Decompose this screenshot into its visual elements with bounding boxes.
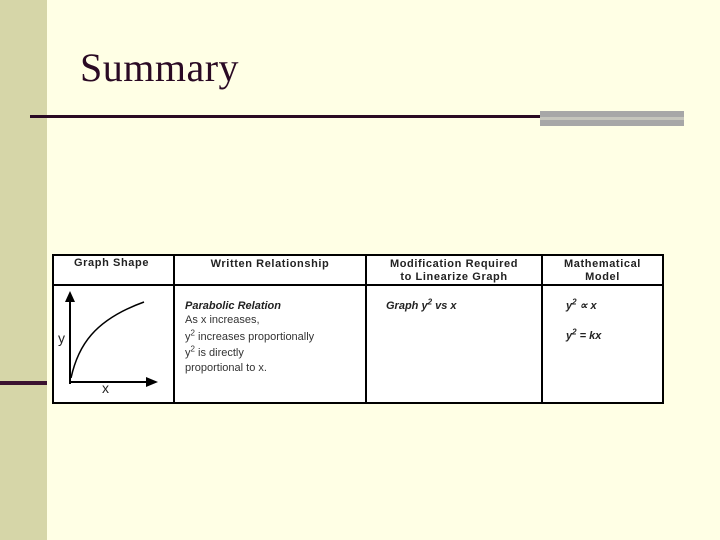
relationship-title: Parabolic Relation (185, 300, 281, 312)
title-underline-accent (540, 111, 684, 126)
modification-sup: 2 (427, 297, 433, 307)
graph-x-label: x (102, 380, 109, 396)
modification-suffix: vs x (432, 300, 457, 312)
header-written-relationship: Written Relationship (210, 258, 330, 270)
relationship-line-3-sup: 2 (190, 344, 195, 354)
side-accent-bar (0, 381, 47, 385)
relationship-line-1: As x increases, (185, 314, 260, 326)
table-col-border (662, 254, 664, 404)
relationship-line-3 (185, 345, 244, 361)
model-1-sup: 2 (572, 297, 577, 307)
header-graph-shape: Graph Shape (74, 257, 150, 269)
relationship-line-2-base: y (185, 331, 191, 343)
graph-y-label: y (58, 330, 65, 346)
header-mathematical-line2: Model (585, 271, 620, 283)
relationship-line-2-rest: increases proportionally (194, 331, 315, 343)
slide-title: Summary (80, 45, 240, 90)
relationship-line-3-base: y (185, 347, 191, 359)
parabolic-graph-sketch (54, 286, 173, 402)
header-modification-line2: to Linearize Graph (400, 271, 508, 283)
header-mathematical-line1: Mathematical (564, 258, 641, 270)
table-bottom-border (52, 402, 664, 404)
header-modification-line1: Modification Required (389, 258, 519, 270)
parabolic-curve (71, 302, 144, 378)
side-bar (0, 0, 47, 540)
relationship-line-2 (185, 329, 314, 345)
model-2-rest: = kx (576, 330, 602, 342)
model-1-rest: ∝ x (576, 300, 597, 312)
model-equation (566, 328, 601, 344)
summary-table (52, 254, 664, 404)
model-1-base: y (566, 300, 573, 312)
model-2-sup: 2 (572, 327, 577, 337)
relationship-line-4: proportional to x. (185, 362, 267, 374)
relationship-line-3-rest: is directly (194, 347, 244, 359)
x-axis-arrow-icon (146, 377, 158, 387)
modification-text (386, 298, 457, 314)
title-underline (30, 115, 542, 118)
relationship-line-2-sup: 2 (190, 328, 195, 338)
model-proportional (566, 298, 597, 314)
y-axis-arrow-icon (65, 291, 75, 302)
modification-prefix: Graph y (386, 300, 428, 312)
model-2-base: y (566, 330, 573, 342)
